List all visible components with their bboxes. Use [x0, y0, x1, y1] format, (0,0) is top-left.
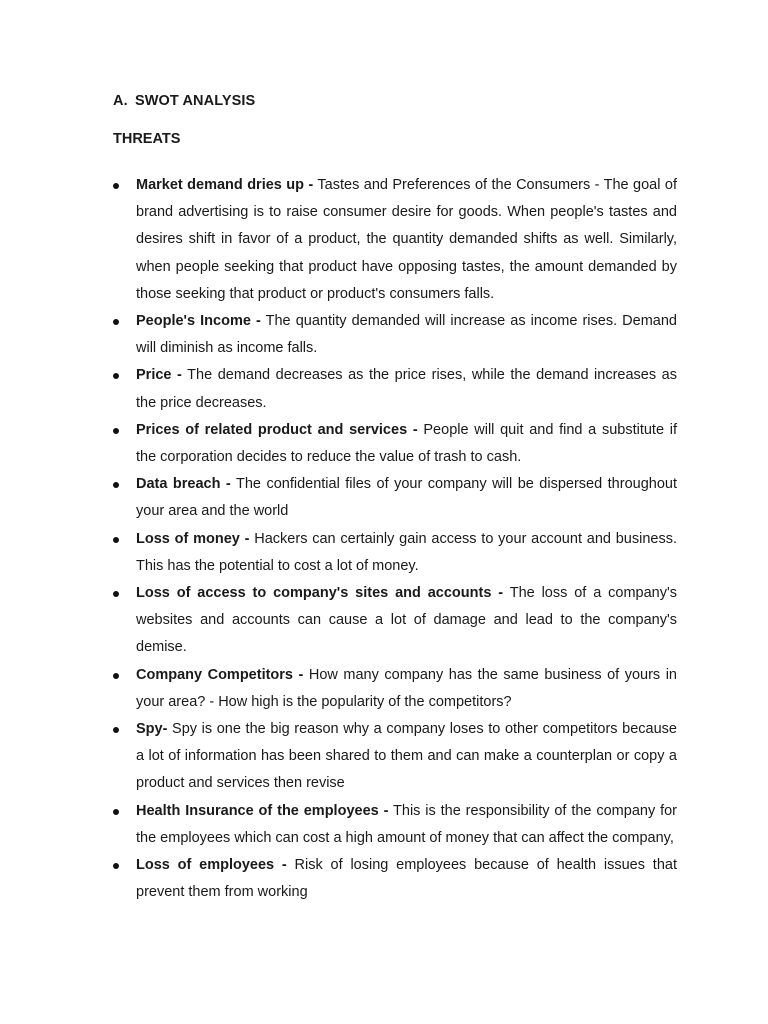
bullet-icon [113, 673, 119, 679]
threat-item [113, 716, 677, 798]
section-heading [113, 93, 255, 109]
section-number: A. [113, 93, 128, 109]
bullet-icon [113, 591, 119, 597]
threat-list [113, 172, 677, 906]
threat-description: The demand decreases as the price rises, while the demand increases as the price decreases. [136, 367, 677, 411]
bullet-icon [113, 727, 119, 733]
threat-term: Loss of employees - [136, 857, 287, 874]
threat-description: The loss of a company's websites and accounts can cause a lot of damage and lead to the company's demise. [136, 585, 677, 656]
threat-description: The confidential files of your company will be dispersed throughout your area and the world [136, 476, 677, 520]
bullet-icon [113, 537, 119, 543]
bullet-icon [113, 319, 119, 325]
threat-term: Company Competitors - [136, 666, 304, 683]
threat-description: This is the responsibility of the company for the employees which can cost a high amount of money that can affect the company, [136, 802, 677, 846]
threat-item [113, 417, 677, 471]
threat-term: Loss of money - [136, 530, 250, 547]
threat-item [113, 308, 677, 362]
threat-item [113, 172, 677, 308]
threat-item [113, 852, 677, 906]
section-title: SWOT ANALYSIS [135, 93, 256, 109]
threat-item [113, 362, 677, 416]
bullet-icon [113, 809, 119, 815]
threat-term: Price - [136, 367, 182, 384]
bullet-icon [113, 183, 119, 189]
threat-description: Risk of losing employees because of health issues that prevent them from working [136, 857, 677, 901]
threat-item [113, 526, 677, 580]
bullet-icon [113, 482, 119, 488]
bullet-icon [113, 373, 119, 379]
threat-term: Loss of access to company's sites and accounts - [136, 585, 504, 602]
threat-item [113, 580, 677, 662]
threat-item [113, 471, 677, 525]
threat-term: Prices of related product and services - [136, 421, 418, 438]
threat-item [113, 798, 677, 852]
threat-description: How many company has the same business of yours in your area? - How high is the popularity of the competitors? [136, 666, 677, 710]
bullet-icon [113, 428, 119, 434]
threat-item [113, 662, 677, 716]
threat-term: Health Insurance of the employees - [136, 802, 389, 819]
threat-description: Hackers can certainly gain access to your account and business. This has the potential to cost a lot of money. [136, 530, 677, 574]
threat-description: Spy is one the big reason why a company loses to other competitors because a lot of information has been shared to them and can make a counterplan or copy a product and services then revise [136, 721, 677, 792]
threat-term: Data breach - [136, 476, 231, 493]
bullet-icon [113, 863, 119, 869]
threat-term: Market demand dries up - [136, 177, 314, 193]
threat-term: Spy- [136, 721, 168, 738]
threat-description: Tastes and Preferences of the Consumers - The goal of brand advertising is to raise consumer desire for goods. When people's tastes and desires shift in favor of a product, the quantity demanded shifts as well. Similarly, when people seeking that product have opposing tastes, the amount demanded by those seeking that product or product's consumers falls. [136, 177, 677, 302]
threats-heading: THREATS [113, 131, 181, 147]
threat-term: People's Income - [136, 313, 261, 330]
threat-description: The quantity demanded will increase as income rises. Demand will diminish as income falls. [136, 313, 677, 357]
threat-description: People will quit and find a substitute if the corporation decides to reduce the value of trash to cash. [136, 421, 677, 466]
